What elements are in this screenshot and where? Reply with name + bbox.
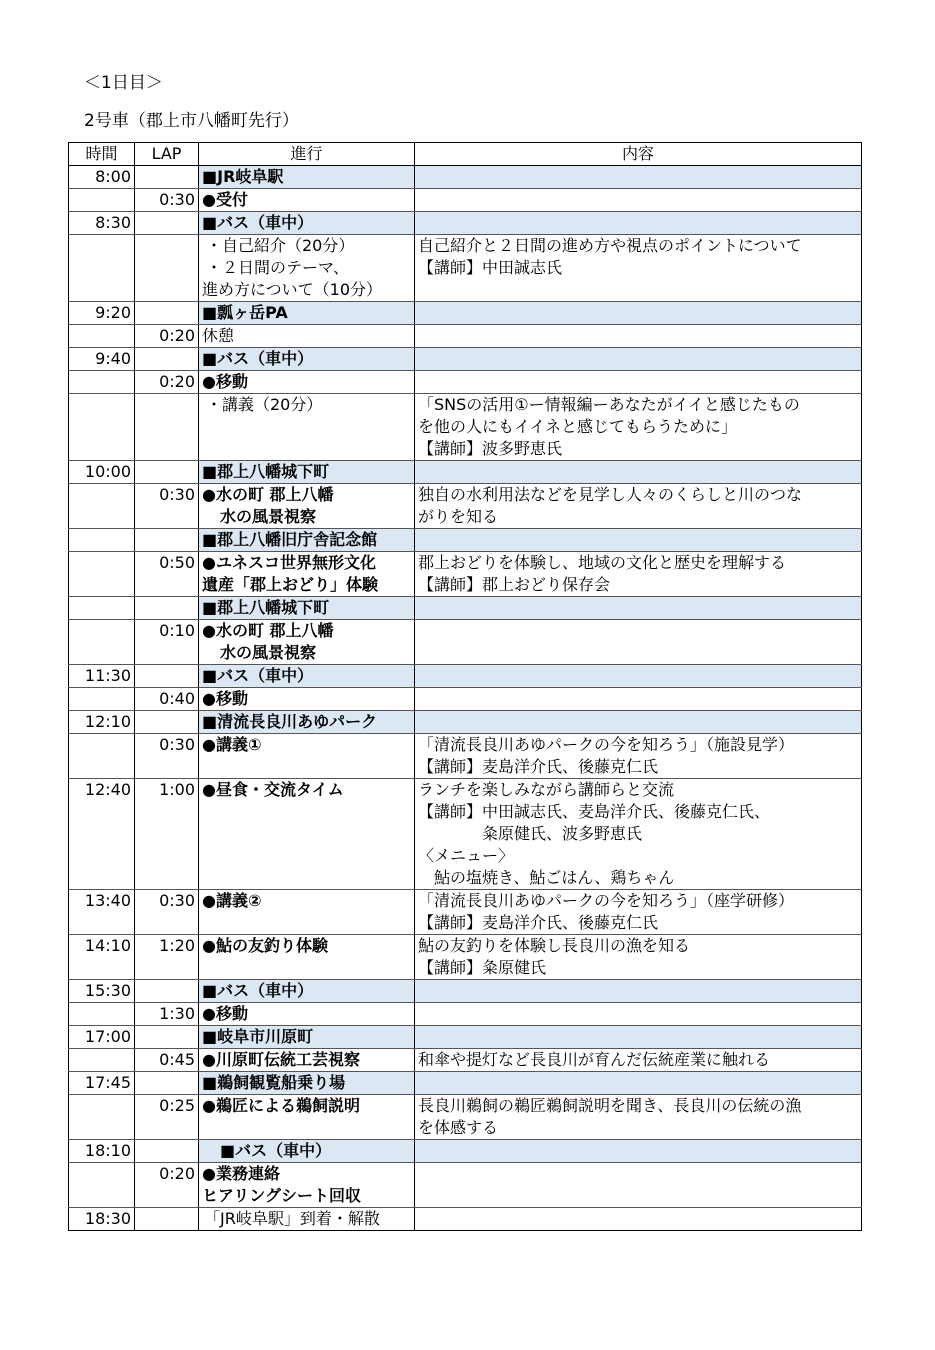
progress-line: ■清流長良川あゆパーク [202, 712, 378, 731]
progress-cell [199, 620, 415, 665]
content-line: 「SNSの活用①ー情報編ーあなたがイイと感じたもの [418, 395, 800, 414]
progress-line: ■JR岐阜駅 [202, 167, 284, 186]
time-cell [69, 1163, 135, 1208]
content-line: を他の人にもイイネと感じてもらうために」 [418, 417, 738, 436]
time-cell: 9:40 [69, 348, 135, 371]
lap-cell: 0:10 [135, 620, 199, 665]
table-row [69, 325, 862, 348]
lap-cell: 0:20 [135, 371, 199, 394]
content-cell [415, 1095, 862, 1140]
progress-cell [199, 665, 415, 688]
progress-line: ●移動 [202, 689, 248, 708]
progress-line: 水の風景視察 [220, 643, 317, 662]
table-row [69, 235, 862, 302]
progress-cell [199, 166, 415, 189]
progress-line: ■岐阜市川原町 [202, 1027, 314, 1046]
progress-line: ■鵜飼観覧船乗り場 [202, 1073, 346, 1092]
progress-line: ●受付 [202, 190, 248, 209]
content-line: 【講師】粂原健氏 [418, 958, 547, 977]
content-cell [415, 189, 862, 212]
progress-line: ●業務連絡 [202, 1164, 280, 1183]
content-cell [415, 1072, 862, 1095]
content-line: 独自の水利用法などを見学し人々のくらしと川のつな [418, 485, 803, 504]
lap-cell: 0:50 [135, 552, 199, 597]
progress-cell [199, 484, 415, 529]
table-row [69, 394, 862, 461]
lap-cell: 1:00 [135, 779, 199, 890]
content-cell [415, 1140, 862, 1163]
progress-cell [199, 394, 415, 461]
time-cell [69, 529, 135, 552]
content-line: 粂原健氏、波多野恵氏 [418, 824, 643, 843]
content-cell [415, 980, 862, 1003]
content-cell [415, 212, 862, 235]
content-line: 【講師】麦島洋介氏、後藤克仁氏 [418, 757, 659, 776]
content-line: 「清流長良川あゆパークの今を知ろう」（施設見学） [418, 735, 795, 754]
lap-cell: 0:30 [135, 484, 199, 529]
progress-line: ●講義② [202, 891, 262, 910]
lap-cell: 0:30 [135, 189, 199, 212]
time-cell: 15:30 [69, 980, 135, 1003]
content-cell [415, 711, 862, 734]
time-cell [69, 484, 135, 529]
content-cell [415, 665, 862, 688]
lap-cell: 0:25 [135, 1095, 199, 1140]
content-line: を体感する [418, 1118, 499, 1137]
content-cell [415, 890, 862, 935]
progress-cell [199, 1026, 415, 1049]
content-cell [415, 552, 862, 597]
lap-cell [135, 980, 199, 1003]
time-cell: 14:10 [69, 935, 135, 980]
lap-cell: 0:40 [135, 688, 199, 711]
progress-line: ■瓢ヶ岳PA [202, 303, 288, 322]
time-cell: 8:00 [69, 166, 135, 189]
table-row [69, 620, 862, 665]
table-row [69, 935, 862, 980]
content-cell [415, 734, 862, 779]
progress-line: ●講義① [202, 735, 262, 754]
progress-cell [199, 688, 415, 711]
progress-line: ●水の町 郡上八幡 [202, 485, 334, 504]
content-line: 和傘や提灯など長良川が育んだ伝統産業に触れる [418, 1050, 771, 1069]
progress-line: ■バス（車中） [202, 349, 314, 368]
progress-cell [199, 325, 415, 348]
table-row [69, 1163, 862, 1208]
content-cell [415, 597, 862, 620]
progress-line: ●鵜匠による鵜飼説明 [202, 1096, 360, 1115]
lap-cell [135, 711, 199, 734]
table-row [69, 1072, 862, 1095]
table-row [69, 734, 862, 779]
table-row [69, 711, 862, 734]
time-cell [69, 371, 135, 394]
time-cell: 18:10 [69, 1140, 135, 1163]
time-cell: 12:10 [69, 711, 135, 734]
header-progress: 進行 [199, 143, 415, 166]
time-cell [69, 552, 135, 597]
time-cell: 17:45 [69, 1072, 135, 1095]
progress-line: ■バス（車中） [202, 213, 314, 232]
progress-cell [199, 1072, 415, 1095]
table-row [69, 302, 862, 325]
content-line: 郡上おどりを体験し、地域の文化と歴史を理解する [418, 553, 787, 572]
table-row [69, 1095, 862, 1140]
lap-cell: 0:45 [135, 1049, 199, 1072]
table-row [69, 1049, 862, 1072]
progress-line: ・自己紹介（20分） [206, 236, 355, 255]
table-row [69, 665, 862, 688]
time-cell [69, 734, 135, 779]
time-cell [69, 189, 135, 212]
time-cell [69, 1049, 135, 1072]
lap-cell [135, 348, 199, 371]
content-cell [415, 1003, 862, 1026]
table-row [69, 484, 862, 529]
progress-cell [199, 890, 415, 935]
day-label: ＜1日目＞ [84, 73, 163, 93]
time-cell [69, 325, 135, 348]
lap-cell [135, 302, 199, 325]
time-cell [69, 1003, 135, 1026]
progress-line: ■バス（車中） [220, 1141, 332, 1160]
content-line: 【講師】郡上おどり保存会 [418, 575, 611, 594]
content-cell [415, 484, 862, 529]
progress-line: ●ユネスコ世界無形文化 [202, 553, 376, 572]
table-row [69, 348, 862, 371]
progress-cell [199, 779, 415, 890]
progress-line: 休憩 [202, 326, 235, 345]
time-cell: 11:30 [69, 665, 135, 688]
lap-cell [135, 166, 199, 189]
lap-cell [135, 665, 199, 688]
content-line: 鮎の友釣りを体験し長良川の漁を知る [418, 936, 691, 955]
progress-line: 「JR岐阜駅」到着・解散 [204, 1209, 380, 1228]
progress-line: ●移動 [202, 1004, 248, 1023]
table-row [69, 890, 862, 935]
header-lap: LAP [135, 143, 199, 166]
table-row [69, 597, 862, 620]
content-cell [415, 1026, 862, 1049]
time-cell: 17:00 [69, 1026, 135, 1049]
schedule-table [68, 142, 862, 1231]
lap-cell [135, 235, 199, 302]
progress-cell [199, 371, 415, 394]
time-cell: 12:40 [69, 779, 135, 890]
time-cell: 8:30 [69, 212, 135, 235]
content-line: 自己紹介と２日間の進め方や視点のポイントについて [418, 236, 802, 255]
progress-line: ●川原町伝統工芸視察 [202, 1050, 360, 1069]
progress-cell [199, 1208, 415, 1231]
lap-cell: 0:30 [135, 734, 199, 779]
lap-cell [135, 1072, 199, 1095]
progress-line: ■バス（車中） [202, 666, 314, 685]
lap-cell [135, 394, 199, 461]
lap-cell [135, 1208, 199, 1231]
content-line: ランチを楽しみながら講師らと交流 [418, 780, 675, 799]
content-cell [415, 935, 862, 980]
car-label: 2号車（郡上市八幡町先行） [84, 111, 299, 131]
table-row [69, 529, 862, 552]
table-row [69, 166, 862, 189]
content-cell [415, 1049, 862, 1072]
content-cell [415, 302, 862, 325]
content-line: 【講師】中田誠志氏 [418, 258, 563, 277]
progress-cell [199, 597, 415, 620]
progress-line: ●昼食・交流タイム [202, 780, 344, 799]
table-row [69, 1003, 862, 1026]
table-row [69, 779, 862, 890]
lap-cell [135, 212, 199, 235]
header-row [69, 143, 862, 166]
table-row [69, 461, 862, 484]
lap-cell [135, 461, 199, 484]
content-cell [415, 461, 862, 484]
header-time: 時間 [69, 143, 135, 166]
progress-cell [199, 734, 415, 779]
content-line: 【講師】中田誠志氏、麦島洋介氏、後藤克仁氏、 [418, 802, 771, 821]
progress-cell [199, 711, 415, 734]
progress-cell [199, 1095, 415, 1140]
progress-line: ■郡上八幡城下町 [202, 462, 330, 481]
progress-line: ■バス（車中） [202, 981, 314, 1000]
lap-cell [135, 597, 199, 620]
content-line: 「清流長良川あゆパークの今を知ろう」（座学研修） [418, 891, 795, 910]
progress-cell [199, 461, 415, 484]
time-cell: 9:20 [69, 302, 135, 325]
content-line: 【講師】波多野恵氏 [418, 439, 563, 458]
time-cell [69, 235, 135, 302]
content-line: 【講師】麦島洋介氏、後藤克仁氏 [418, 913, 659, 932]
progress-cell [199, 302, 415, 325]
progress-cell [199, 1140, 415, 1163]
progress-line: ・２日間のテーマ、 [206, 258, 350, 277]
progress-line: ●移動 [202, 372, 248, 391]
progress-line: ■郡上八幡旧庁舎記念館 [202, 530, 378, 549]
lap-cell: 0:30 [135, 890, 199, 935]
lap-cell: 1:20 [135, 935, 199, 980]
table-row [69, 980, 862, 1003]
time-cell: 10:00 [69, 461, 135, 484]
progress-cell [199, 1003, 415, 1026]
time-cell: 18:30 [69, 1208, 135, 1231]
lap-cell: 0:20 [135, 325, 199, 348]
progress-line: ・講義（20分） [206, 395, 323, 414]
content-cell [415, 394, 862, 461]
progress-line: ●水の町 郡上八幡 [202, 621, 334, 640]
progress-cell [199, 529, 415, 552]
lap-cell [135, 1026, 199, 1049]
content-line: 鮎の塩焼き、鮎ごはん、鶏ちゃん [418, 868, 675, 887]
content-line: 〈メニュー〉 [418, 846, 515, 865]
content-cell [415, 235, 862, 302]
content-cell [415, 1163, 862, 1208]
content-cell [415, 688, 862, 711]
progress-cell [199, 348, 415, 371]
table-row [69, 552, 862, 597]
content-cell [415, 779, 862, 890]
table-row [69, 1026, 862, 1049]
content-cell [415, 620, 862, 665]
progress-line: 進め方について（10分） [202, 280, 383, 299]
progress-line: ヒアリングシート回収 [202, 1186, 362, 1205]
time-cell [69, 688, 135, 711]
header-content: 内容 [415, 143, 862, 166]
content-line: 長良川鵜飼の鵜匠鵜飼説明を聞き、長良川の伝統の漁 [418, 1096, 802, 1115]
table-row [69, 371, 862, 394]
table-row [69, 688, 862, 711]
time-cell [69, 394, 135, 461]
lap-cell: 1:30 [135, 1003, 199, 1026]
table-row [69, 212, 862, 235]
progress-cell [199, 980, 415, 1003]
progress-line: 遺産「郡上おどり」体験 [202, 575, 379, 594]
content-cell [415, 529, 862, 552]
table-row [69, 1140, 862, 1163]
progress-line: 水の風景視察 [220, 507, 317, 526]
time-cell [69, 597, 135, 620]
progress-line: ●鮎の友釣り体験 [202, 936, 328, 955]
content-cell [415, 1208, 862, 1231]
table-row [69, 1208, 862, 1231]
time-cell [69, 620, 135, 665]
table-row [69, 189, 862, 212]
progress-cell [199, 235, 415, 302]
content-cell [415, 325, 862, 348]
time-cell [69, 1095, 135, 1140]
content-cell [415, 348, 862, 371]
progress-cell [199, 1049, 415, 1072]
lap-cell [135, 1140, 199, 1163]
content-cell [415, 371, 862, 394]
progress-cell [199, 552, 415, 597]
progress-line: ■郡上八幡城下町 [202, 598, 330, 617]
lap-cell: 0:20 [135, 1163, 199, 1208]
progress-cell [199, 189, 415, 212]
progress-cell [199, 935, 415, 980]
time-cell: 13:40 [69, 890, 135, 935]
progress-cell [199, 1163, 415, 1208]
progress-cell [199, 212, 415, 235]
content-line: がりを知る [418, 507, 499, 526]
lap-cell [135, 529, 199, 552]
content-cell [415, 166, 862, 189]
